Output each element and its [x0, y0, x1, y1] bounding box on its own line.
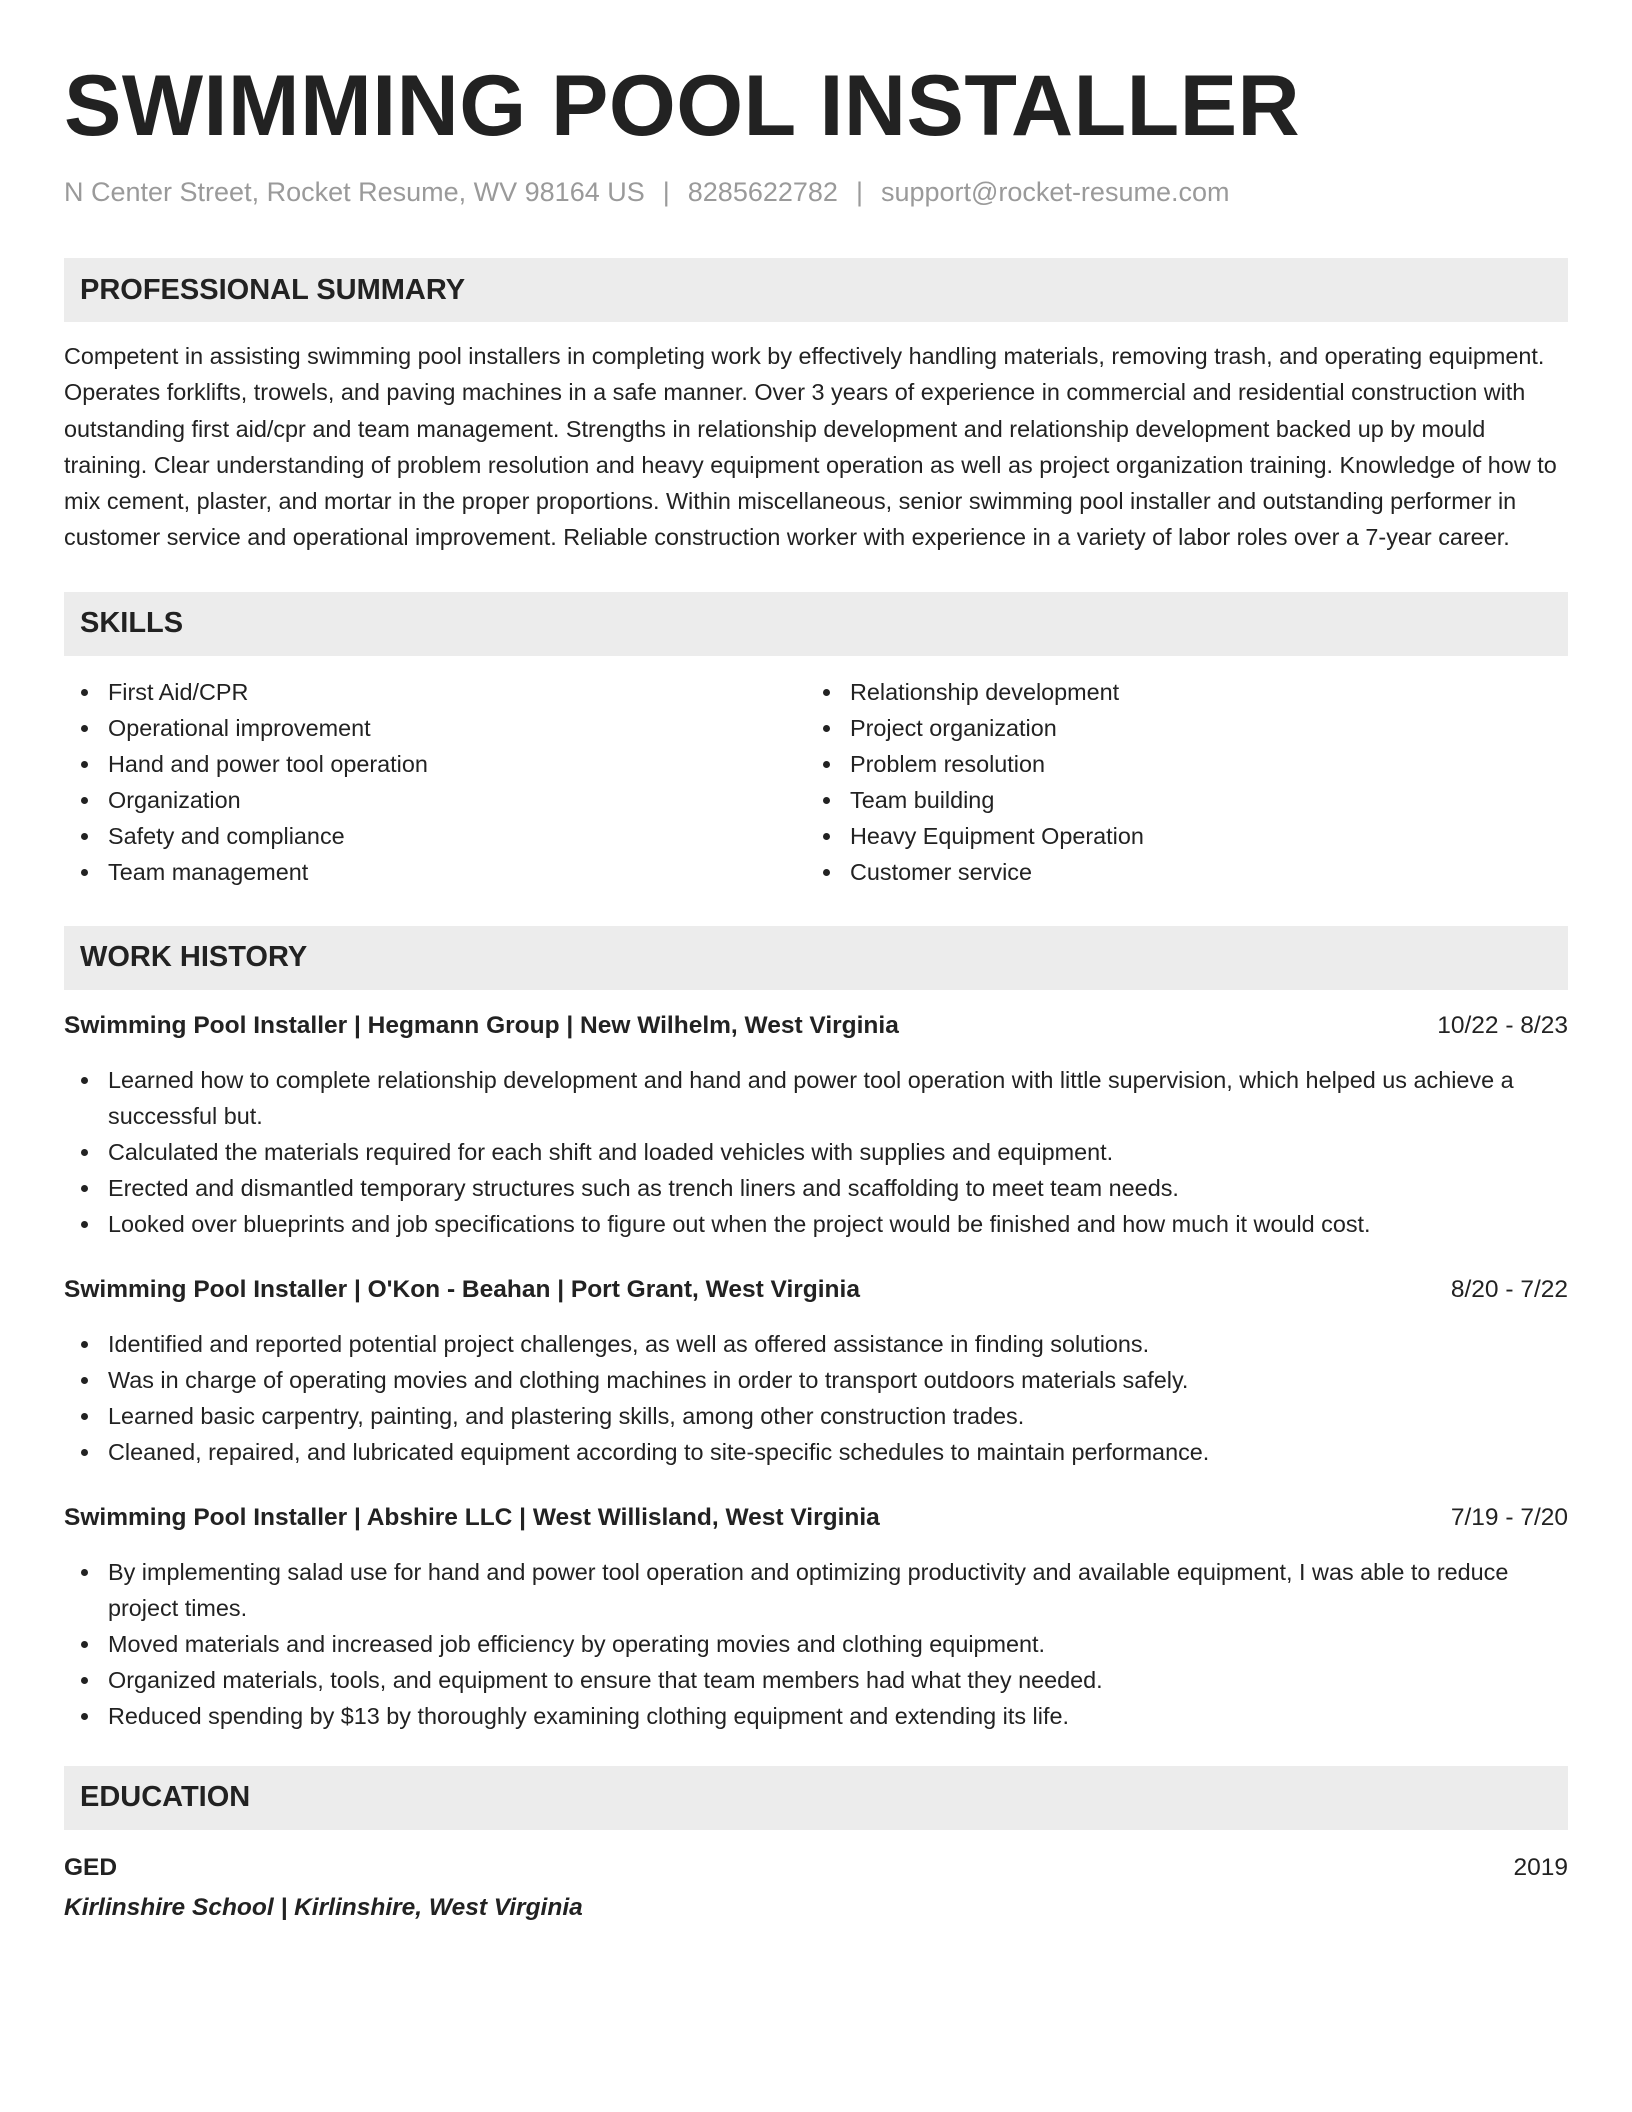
skill-item: Heavy Equipment Operation [806, 818, 1548, 854]
education-degree: GED [64, 1853, 118, 1881]
job-header [64, 1500, 1568, 1536]
education-school: Kirlinshire School | Kirlinshire, West Virginia [64, 1893, 583, 1921]
skill-item: Operational improvement [64, 710, 806, 746]
job-bullet: Organized materials, tools, and equipment to ensure that team members had what they needed. [64, 1662, 1568, 1698]
job-title: Swimming Pool Installer | Abshire LLC | West Willisland, West Virginia [64, 1503, 880, 1531]
skill-item: Project organization [806, 710, 1548, 746]
skill-item: Customer service [806, 854, 1548, 890]
contact-line [64, 174, 1568, 210]
job-title: Swimming Pool Installer | O'Kon - Beahan | Port Grant, West Virginia [64, 1275, 860, 1303]
job-header [64, 1272, 1568, 1308]
education-header [64, 1850, 1568, 1886]
job-bullet: By implementing salad use for hand and power tool operation and optimizing productivity and available equipment, I was able to reduce project times. [64, 1554, 1568, 1626]
contact-separator: | [662, 177, 670, 207]
skill-item: Organization [64, 782, 806, 818]
contact-phone: 8285622782 [687, 177, 838, 207]
job-bullet: Identified and reported potential project challenges, as well as offered assistance in finding solutions. [64, 1326, 1568, 1362]
job-header [64, 1008, 1568, 1044]
skills-list [64, 674, 1568, 890]
skill-item: Relationship development [806, 674, 1548, 710]
contact-email: support@rocket-resume.com [880, 177, 1230, 207]
job-bullet: Reduced spending by $13 by thoroughly examining clothing equipment and extending its life. [64, 1698, 1568, 1734]
skills-column-right [806, 674, 1548, 890]
job-bullets [64, 1062, 1568, 1242]
section-header-education: EDUCATION [64, 1766, 1568, 1830]
job-entry [64, 1272, 1568, 1470]
skills-column-left [64, 674, 806, 890]
job-bullet: Learned basic carpentry, painting, and plastering skills, among other construction trades. [64, 1398, 1568, 1434]
job-bullet: Calculated the materials required for each shift and loaded vehicles with supplies and equipment. [64, 1134, 1568, 1170]
job-entry [64, 1008, 1568, 1242]
skill-item: Problem resolution [806, 746, 1548, 782]
job-dates: 7/19 - 7/20 [1450, 1503, 1568, 1531]
job-bullet: Erected and dismantled temporary structures such as trench liners and scaffolding to meet team needs. [64, 1170, 1568, 1206]
job-bullet: Cleaned, repaired, and lubricated equipment according to site-specific schedules to maintain performance. [64, 1434, 1568, 1470]
job-bullet: Was in charge of operating movies and clothing machines in order to transport outdoors materials safely. [64, 1362, 1568, 1398]
job-dates: 10/22 - 8/23 [1437, 1011, 1568, 1039]
resume-page [64, 0, 1568, 1926]
contact-address: N Center Street, Rocket Resume, WV 98164 US [64, 177, 645, 207]
job-bullets [64, 1326, 1568, 1470]
job-bullet: Learned how to complete relationship development and hand and power tool operation with little supervision, which helped us achieve a successful but. [64, 1062, 1568, 1134]
section-header-work-history: WORK HISTORY [64, 926, 1568, 990]
job-bullet: Moved materials and increased job efficiency by operating movies and clothing equipment. [64, 1626, 1568, 1662]
skill-item: Team management [64, 854, 806, 890]
job-bullet: Looked over blueprints and job specifications to figure out when the project would be finished and how much it would cost. [64, 1206, 1568, 1242]
skill-item: Hand and power tool operation [64, 746, 806, 782]
section-header-summary: PROFESSIONAL SUMMARY [64, 258, 1568, 322]
job-bullets [64, 1554, 1568, 1734]
skill-item: Safety and compliance [64, 818, 806, 854]
skill-item: First Aid/CPR [64, 674, 806, 710]
section-header-skills: SKILLS [64, 592, 1568, 656]
skill-item: Team building [806, 782, 1548, 818]
education-year: 2019 [1513, 1853, 1568, 1881]
summary-text: Competent in assisting swimming pool installers in completing work by effectively handling materials, removing trash, and operating equipment. Operates forklifts, trowels, and paving machines in a safe manner. Over 3 years of experience in commercial and residential construction with outstanding first aid/cpr and team management. Strengths in relationship development and relationship development backed up by mould training. Clear understanding of problem resolution and heavy equipment operation as well as project organization training. Knowledge of how to mix cement, plaster, and mortar in the proper proportions. Within miscellaneous, senior swimming pool installer and outstanding performer in customer service and operational improvement. Reliable construction worker with experience in a variety of labor roles over a 7-year career. [64, 343, 1557, 551]
contact-separator: | [855, 177, 863, 207]
job-title: Swimming Pool Installer | Hegmann Group | New Wilhelm, West Virginia [64, 1011, 899, 1039]
job-dates: 8/20 - 7/22 [1450, 1275, 1568, 1303]
resume-name: SWIMMING POOL INSTALLER [64, 58, 1301, 154]
job-entry [64, 1500, 1568, 1734]
